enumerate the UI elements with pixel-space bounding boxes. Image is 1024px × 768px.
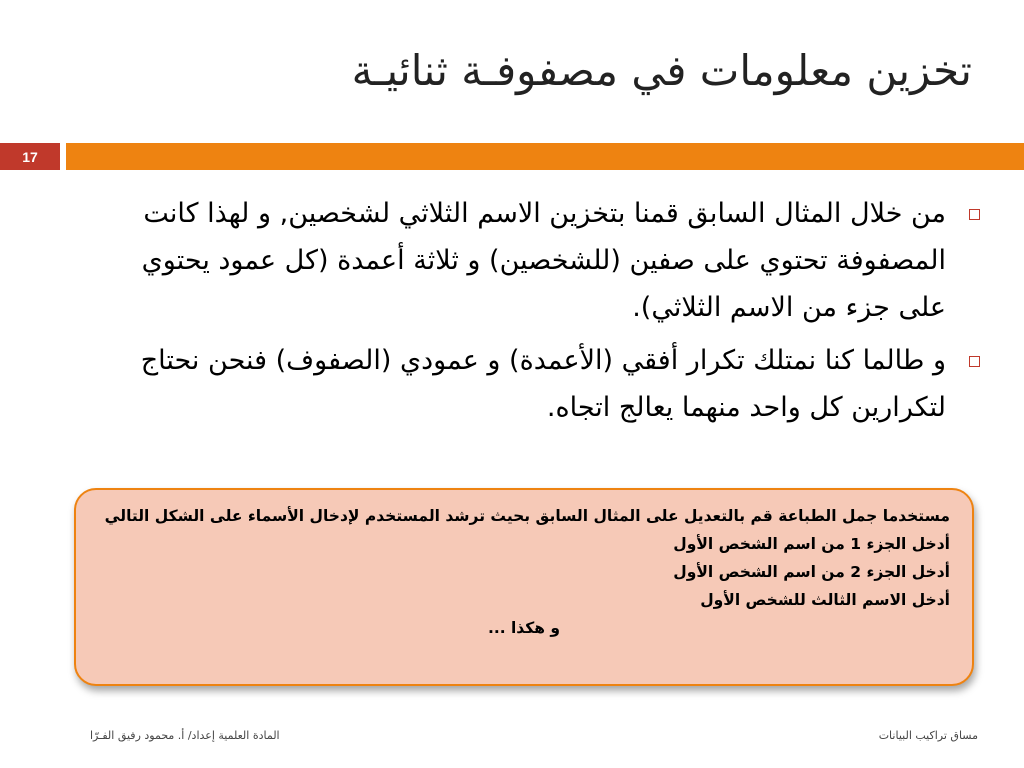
exercise-note-box — [74, 488, 974, 686]
bullet-text: من خلال المثال السابق قمنا بتخزين الاسم الثلاثي لشخصين, و لهذا كانت المصفوفة تحتوي على صفين (للشخصين) و ثلاثة أعمدة (كل عمود يحتوي على جزء من الاسم الثلاثي). — [141, 198, 946, 323]
bullet-list — [120, 190, 946, 437]
title-accent-bar — [66, 143, 1024, 170]
bullet-item — [120, 190, 946, 331]
note-example-line: أدخل الجزء 1 من اسم الشخص الأول — [673, 535, 950, 553]
note-instruction: مستخدما جمل الطباعة قم بالتعديل على المثال السابق بحيث ترشد المستخدم لإدخال الأسماء على الشكل التالي — [104, 507, 950, 525]
note-ellipsis-line: و هكذا ... — [487, 619, 561, 637]
square-bullet-icon — [969, 209, 980, 220]
note-example-line: أدخل الجزء 2 من اسم الشخص الأول — [673, 563, 950, 581]
footer-course: مساق تراكيب البيانات — [878, 729, 978, 742]
bullet-text: و طالما كنا نمتلك تكرار أفقي (الأعمدة) و عمودي (الصفوف) فنحن نحتاج لتكرارين كل واحد منهما يعالج اتجاه. — [140, 345, 946, 423]
footer-author: المادة العلمية إعداد/ أ. محمود رفيق الفـرّا — [90, 729, 280, 742]
square-bullet-icon — [969, 356, 980, 367]
slide-title: تخزين معلومات في مصفوفـة ثنائيـة — [351, 46, 972, 95]
bullet-item — [120, 337, 946, 431]
slide-number-badge: 17 — [0, 143, 60, 170]
note-example-line: أدخل الاسم الثالث للشخص الأول — [700, 591, 950, 609]
